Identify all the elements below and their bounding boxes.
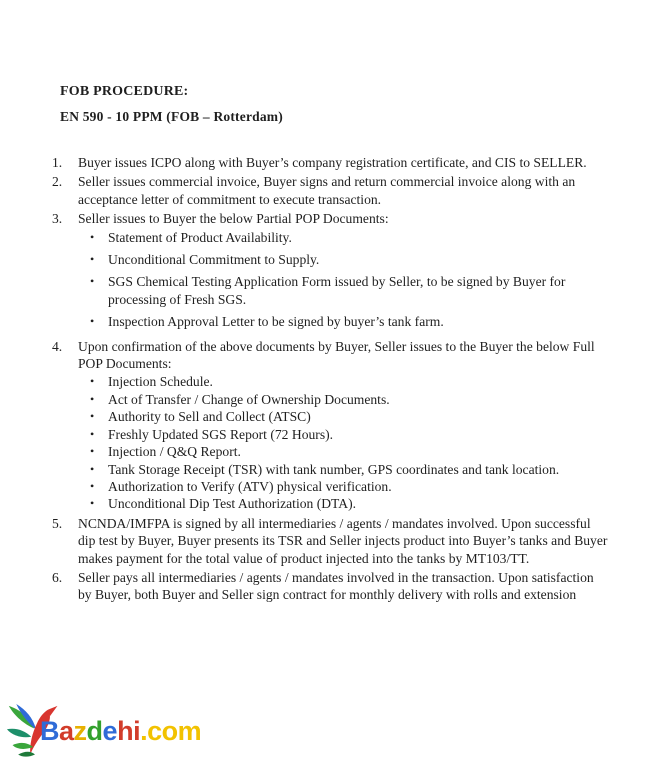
procedure-list: [52, 154, 612, 604]
bullet-icon: •: [90, 461, 95, 476]
list-item: [90, 408, 608, 425]
step-number: 1.: [52, 155, 63, 170]
step-text: Buyer issues ICPO along with Buyer’s company registration certificate, and CIS to SELLER.: [78, 155, 587, 170]
bullet-icon: •: [90, 391, 95, 406]
logo-domain-suffix: .com: [140, 716, 202, 746]
bullet-text: Unconditional Commitment to Supply.: [108, 252, 320, 268]
procedure-step: [52, 173, 612, 208]
step-number: 6.: [52, 569, 63, 585]
bullet-icon: •: [90, 496, 95, 511]
list-item: [90, 373, 608, 390]
list-item: [90, 313, 608, 330]
list-item: [90, 495, 608, 512]
step-text: Seller issues to Buyer the below Partial POP Documents:: [78, 211, 389, 227]
procedure-step: [52, 569, 612, 604]
logo-letter: i: [133, 716, 141, 746]
logo-letter: B: [40, 716, 59, 746]
bullet-icon: •: [90, 252, 95, 267]
bullet-text: Inspection Approval Letter to be signed by buyer’s tank farm.: [108, 314, 444, 330]
full-pop-documents-list: [78, 373, 608, 512]
bullet-icon: •: [90, 229, 95, 244]
bullet-icon: •: [90, 374, 95, 389]
bullet-icon: •: [90, 478, 95, 493]
step-text: Seller pays all intermediaries / agents / mandates involved in the transaction. Upon satisfaction by Buyer, both Buyer and Seller sign contract for monthly delivery with rolls and extension: [78, 569, 594, 603]
bullet-text: Statement of Product Availability.: [108, 229, 292, 245]
bullet-text: Act of Transfer / Change of Ownership Documents.: [108, 391, 390, 407]
bullet-icon: •: [90, 426, 95, 441]
document-title: FOB PROCEDURE:: [60, 84, 189, 99]
bullet-text: Unconditional Dip Test Authorization (DTA).: [108, 496, 357, 512]
list-item: [90, 443, 608, 460]
list-item: [90, 426, 608, 443]
logo-letter: e: [102, 716, 118, 746]
partial-pop-documents-list: [78, 229, 608, 331]
list-item: [90, 251, 608, 268]
bullet-icon: •: [90, 274, 95, 289]
bullet-text: Injection Schedule.: [108, 374, 213, 390]
logo-letter: z: [73, 716, 87, 746]
list-item: [90, 273, 608, 308]
step-number: 4.: [52, 338, 63, 354]
procedure-step: [52, 210, 612, 335]
bullet-icon: •: [90, 444, 95, 459]
document-subtitle: EN 590 - 10 PPM (FOB – Rotterdam): [60, 109, 283, 124]
logo-letter: d: [86, 716, 103, 746]
list-item: [90, 391, 608, 408]
step-text: Seller issues commercial invoice, Buyer signs and return commercial invoice along with an acceptance letter of commitment to execute transaction.: [78, 174, 576, 207]
bullet-text: Authority to Sell and Collect (ATSC): [108, 409, 311, 425]
step-number: 5.: [52, 515, 63, 531]
bullet-text: SGS Chemical Testing Application Form issued by Seller, to be signed by Buyer for processing of Fresh SGS.: [108, 274, 566, 307]
procedure-step: [52, 515, 612, 567]
step-number: 2.: [52, 174, 63, 190]
bullet-text: Injection / Q&Q Report.: [108, 444, 241, 460]
list-item: [90, 461, 608, 478]
list-item: [90, 229, 608, 246]
logo-letter: a: [59, 716, 74, 746]
step-text: NCNDA/IMFPA is signed by all intermediaries / agents / mandates involved. Upon successful dip test by Buyer, Buyer presents its TSR and Seller injects product into Buyer’s tanks and Buyer makes payment for the total value of product injected into the tanks by MT103/TT.: [78, 515, 608, 566]
list-item: [90, 478, 608, 495]
procedure-step: [52, 154, 612, 171]
logo-letter: h: [117, 716, 134, 746]
step-number: 3.: [52, 211, 63, 227]
bullet-text: Freshly Updated SGS Report (72 Hours).: [108, 426, 334, 442]
bullet-text: Authorization to Verify (ATV) physical verification.: [108, 478, 392, 494]
site-logo: [6, 702, 246, 764]
bullet-text: Tank Storage Receipt (TSR) with tank number, GPS coordinates and tank location.: [108, 461, 560, 477]
step-text: Upon confirmation of the above documents by Buyer, Seller issues to the Buyer the below Full POP Documents:: [78, 338, 595, 372]
bullet-icon: •: [90, 314, 95, 329]
procedure-step: [52, 338, 612, 513]
logo-wordmark: [40, 716, 201, 747]
bullet-icon: •: [90, 409, 95, 424]
